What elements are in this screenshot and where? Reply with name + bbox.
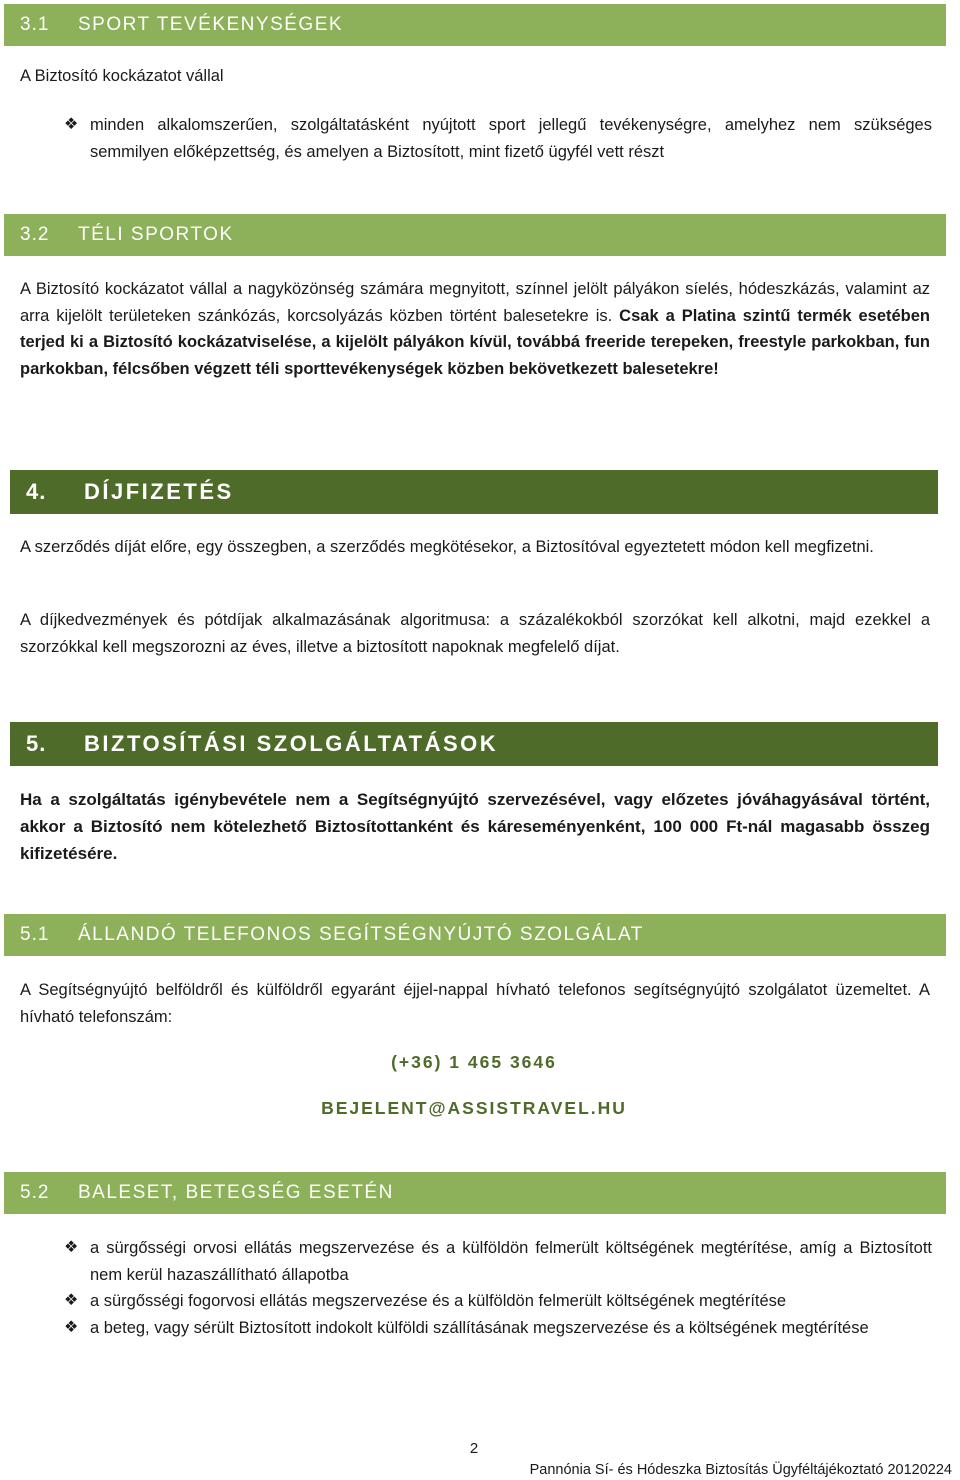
section-5-2-header bbox=[4, 1172, 946, 1214]
section-3-1-intro: A Biztosító kockázatot vállal bbox=[20, 67, 224, 85]
section-number: 5.2 bbox=[20, 1182, 50, 1203]
normal-text: A Biztosító kockázatot vállal a nagyközönség számára megnyitott, színnel jelölt pályákon síelés, hódeszkázás, valamint az arra kijelölt területeken szánkózás, korcsolyázás közben történt balesetekre is. bbox=[20, 280, 930, 325]
email-address: BEJELENT@ASSISTRAVEL.HU bbox=[321, 1098, 627, 1118]
section-number: 4. bbox=[26, 479, 47, 504]
section-3-2-header bbox=[4, 214, 946, 256]
list-item: ❖ a sürgősségi fogorvosi ellátás megszervezése és a külföldön felmerült költségének megtérítése bbox=[20, 1288, 932, 1315]
section-4-paragraph-2: A díjkedvezmények és pótdíjak alkalmazásának algoritmusa: a százalékokból szorzókat kell alkotni, majd ezekkel a szorzókkal kell megszorozni az éves, illetve a biztosított napoknak megfelelő díjat. bbox=[20, 611, 930, 656]
diamond-bullet-icon: ❖ bbox=[64, 1239, 79, 1256]
diamond-bullet-icon: ❖ bbox=[64, 116, 79, 133]
list-item: ❖ a sürgősségi orvosi ellátás megszervezése és a külföldön felmerült költségének megtérítése, amíg a Biztosított nem kerül hazaszállítható állapotba bbox=[20, 1235, 932, 1288]
section-title: BALESET, BETEGSÉG ESETÉN bbox=[78, 1182, 394, 1203]
bold-text: Csak a Platina szintű termék esetében terjed ki a Biztosító kockázatviselése, a kijelölt pályákon kívül, továbbá freeride terepeken, freestyle parkokban, fun parkokban, félcsőben végzett téli sporttevékenységek közben bekövetkezett balesetekre! bbox=[20, 306, 930, 378]
list-item: ❖ a beteg, vagy sérült Biztosított indokolt külföldi szállításának megszervezése és a költségének megtérítése bbox=[20, 1315, 932, 1342]
section-5-header bbox=[10, 722, 938, 766]
section-4-paragraph-1: A szerződés díját előre, egy összegben, a szerződés megkötésekor, a Biztosítóval egyeztetett módon kell megfizetni. bbox=[20, 538, 874, 556]
section-number: 3.1 bbox=[20, 14, 50, 35]
section-number: 5. bbox=[26, 731, 47, 756]
section-title: BIZTOSÍTÁSI SZOLGÁLTATÁSOK bbox=[84, 731, 499, 756]
section-title: TÉLI SPORTOK bbox=[78, 224, 234, 245]
footer-text: Pannónia Sí- és Hódeszka Biztosítás Ügyféltájékoztató 20120224 bbox=[529, 1462, 952, 1478]
section-4-header bbox=[10, 470, 938, 514]
section-5-1-paragraph: A Segítségnyújtó belföldről és külföldről egyaránt éjjel-nappal hívható telefonos segítségnyújtó szolgálatot üzemeltet. A hívható telefonszám: bbox=[20, 981, 930, 1026]
section-5-paragraph: Ha a szolgáltatás igénybevétele nem a Segítségnyújtó szervezésével, vagy előzetes jóváhagyásával történt, akkor a Biztosító nem kötelezhető Biztosítottanként és káreseményenként, 100 000 Ft-nál magasabb összeg kifizetésére. bbox=[20, 790, 930, 863]
section-3-1-bullet-list bbox=[20, 112, 932, 165]
section-3-1-header bbox=[4, 4, 946, 46]
section-title: DÍJFIZETÉS bbox=[84, 479, 234, 504]
section-5-1-header bbox=[4, 914, 946, 956]
section-title: ÁLLANDÓ TELEFONOS SEGÍTSÉGNYÚJTÓ SZOLGÁLAT bbox=[78, 924, 644, 945]
phone-number: (+36) 1 465 3646 bbox=[391, 1052, 557, 1072]
diamond-bullet-icon: ❖ bbox=[64, 1318, 79, 1336]
section-number: 3.2 bbox=[20, 224, 50, 245]
diamond-bullet-icon: ❖ bbox=[64, 1292, 79, 1309]
section-number: 5.1 bbox=[20, 924, 50, 945]
section-5-2-bullet-list bbox=[20, 1235, 932, 1341]
section-title: SPORT TEVÉKENYSÉGEK bbox=[78, 14, 344, 35]
section-3-2-paragraph bbox=[20, 276, 930, 382]
page-number: 2 bbox=[469, 1440, 479, 1457]
list-item: ❖ minden alkalomszerűen, szolgáltatásként nyújtott sport jellegű tevékenységre, amelyhez nem szükséges semmilyen előképzettség, és amelyen a Biztosított, mint fizető ügyfél vett részt bbox=[20, 112, 932, 165]
